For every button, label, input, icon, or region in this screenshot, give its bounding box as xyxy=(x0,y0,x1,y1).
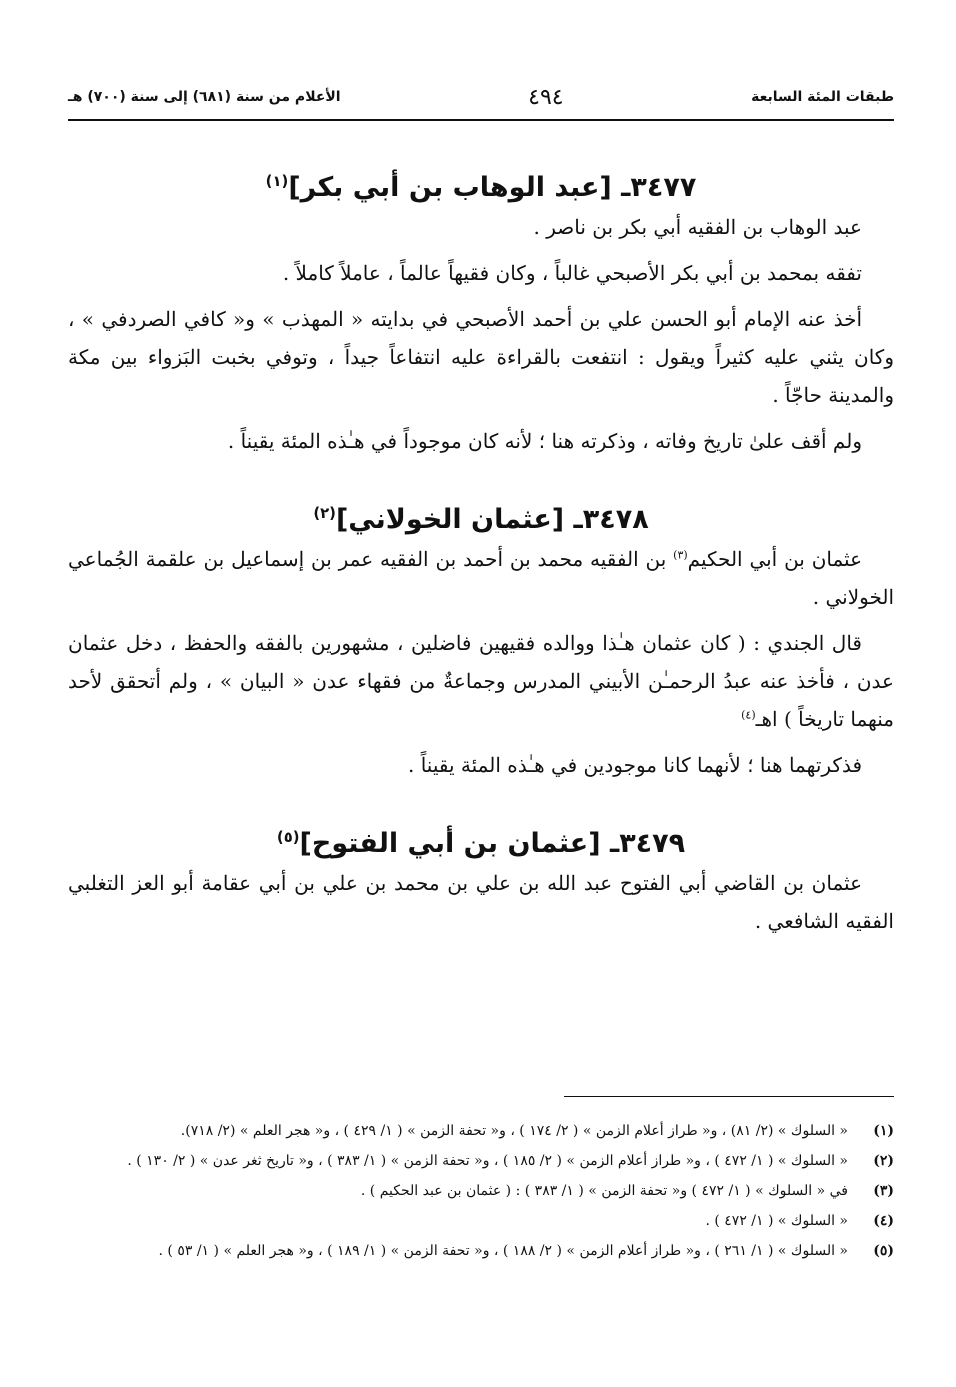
footnote-text: في « السلوك » ( ١/ ٤٧٢ ) و« تحفة الزمن » ( ١/ ٣٨٣ ) : ( عثمان بن عبد الحكيم ) . xyxy=(360,1183,848,1199)
footnote-separator xyxy=(564,1096,894,1097)
paragraph: فذكرتهما هنا ؛ لأنهما كانا موجودين في هـٰذه المئة يقيناً . xyxy=(407,753,862,777)
paragraph: أخذ عنه الإمام أبو الحسن علي بن أحمد الأصبحي في بدايته « المهذب » و« كافي الصردفي » ، وكان يثني عليه كثيراً ويقول : انتفعت بالقراءة عليه انتفاعاً جيداً ، وتوفي بخبت البَزواء بين مكة والمدينة حاجّاً . xyxy=(68,307,894,407)
header-rule xyxy=(68,119,894,121)
footnote-item xyxy=(68,1238,894,1264)
footnote-item xyxy=(68,1148,894,1174)
footnote-item xyxy=(68,1208,894,1234)
footnotes xyxy=(68,1118,894,1268)
entry-title-3478 xyxy=(68,500,894,540)
entry-title-3479 xyxy=(68,824,894,864)
footnote-ref[interactable]: (٥) xyxy=(276,828,300,846)
paragraph: عثمان بن القاضي أبي الفتوح عبد الله بن علي بن محمد بن علي بن أبي عقامة أبو العز التغلبي الفقيه الشافعي . xyxy=(68,871,894,933)
footnote-ref[interactable]: (٣) xyxy=(673,548,688,562)
paragraph: تفقه بمحمد بن أبي بكر الأصبحي غالباً ، وكان فقيهاً عالماً ، عاملاً كاملاً . xyxy=(282,261,862,285)
header-left-title: الأعلام من سنة (٦٨١) إلى سنة (٧٠٠) هـ xyxy=(68,89,341,105)
paragraph xyxy=(68,540,894,616)
footnote-number: (٤) xyxy=(873,1213,894,1229)
running-header xyxy=(68,82,894,112)
page-number: ٤٩٤ xyxy=(528,84,564,110)
footnote-number: (٢) xyxy=(873,1153,894,1169)
paragraph xyxy=(68,624,894,738)
entry-title-text: ٣٤٧٧ـ [عبد الوهاب بن أبي بكر] xyxy=(288,172,697,203)
footnote-ref[interactable]: (٢) xyxy=(313,504,336,522)
footnote-ref[interactable]: (٤) xyxy=(741,708,756,722)
entry-title-text: ٣٤٧٩ـ [عثمان بن أبي الفتوح] xyxy=(299,828,686,859)
footnote-item xyxy=(68,1118,894,1144)
footnote-number: (١) xyxy=(873,1123,894,1139)
footnote-text: « السلوك » ( ١/ ٢٦١ ) ، و« طراز أعلام الزمن » ( ٢/ ١٨٨ ) ، و« تحفة الزمن » ( ١/ ١٨٩ ) ، و« هجر العلم » ( ١/ ٥٣ ) . xyxy=(158,1243,848,1259)
paragraph: عبد الوهاب بن الفقيه أبي بكر بن ناصر . xyxy=(533,215,862,239)
footnote-number: (٥) xyxy=(873,1243,894,1259)
entry-title-text: ٣٤٧٨ـ [عثمان الخولاني] xyxy=(335,504,649,535)
footnote-ref[interactable]: (١) xyxy=(265,172,289,190)
main-text xyxy=(68,168,894,940)
footnote-text: « السلوك » (٢/ ٨١) ، و« طراز أعلام الزمن » ( ٢/ ١٧٤ ) ، و« تحفة الزمن » ( ١/ ٤٢٩ ) ، و« هجر العلم » (٢/ ٧١٨). xyxy=(180,1123,848,1139)
paragraph: ولم أقف علىٰ تاريخ وفاته ، وذكرته هنا ؛ لأنه كان موجوداً في هـٰذه المئة يقيناً . xyxy=(227,429,862,453)
footnote-item xyxy=(68,1178,894,1204)
paragraph-text: بن الفقيه محمد بن أحمد بن الفقيه عمر بن إسماعيل بن علقمة الجُماعي الخولاني . xyxy=(68,547,894,609)
footnote-text: « السلوك » ( ١/ ٤٧٢ ) ، و« طراز أعلام الزمن » ( ٢/ ١٨٥ ) ، و« تحفة الزمن » ( ١/ ٣٨٣ ) ، و« تاريخ ثغر عدن » ( ٢/ ١٣٠ ) . xyxy=(127,1153,848,1169)
paragraph-text: عثمان بن أبي الحكيم xyxy=(687,547,863,571)
paragraph-text: قال الجندي : ( كان عثمان هـٰذا ووالده فقيهين فاضلين ، مشهورين بالفقه والحفظ ، دخل عثمان عدن ، فأخذ عنه عبدُ الرحمـٰن الأبيني المدرس وجماعةٌ من فقهاء عدن « البيان » ، ولم أتحقق لأحد منهما تاريخاً ) اهـ xyxy=(68,631,894,731)
header-right-title: طبقات المئة السابعة xyxy=(751,89,894,105)
footnote-text: « السلوك » ( ١/ ٤٧٢ ) . xyxy=(705,1213,848,1229)
entry-title-3477 xyxy=(68,168,894,208)
footnote-number: (٣) xyxy=(873,1183,894,1199)
